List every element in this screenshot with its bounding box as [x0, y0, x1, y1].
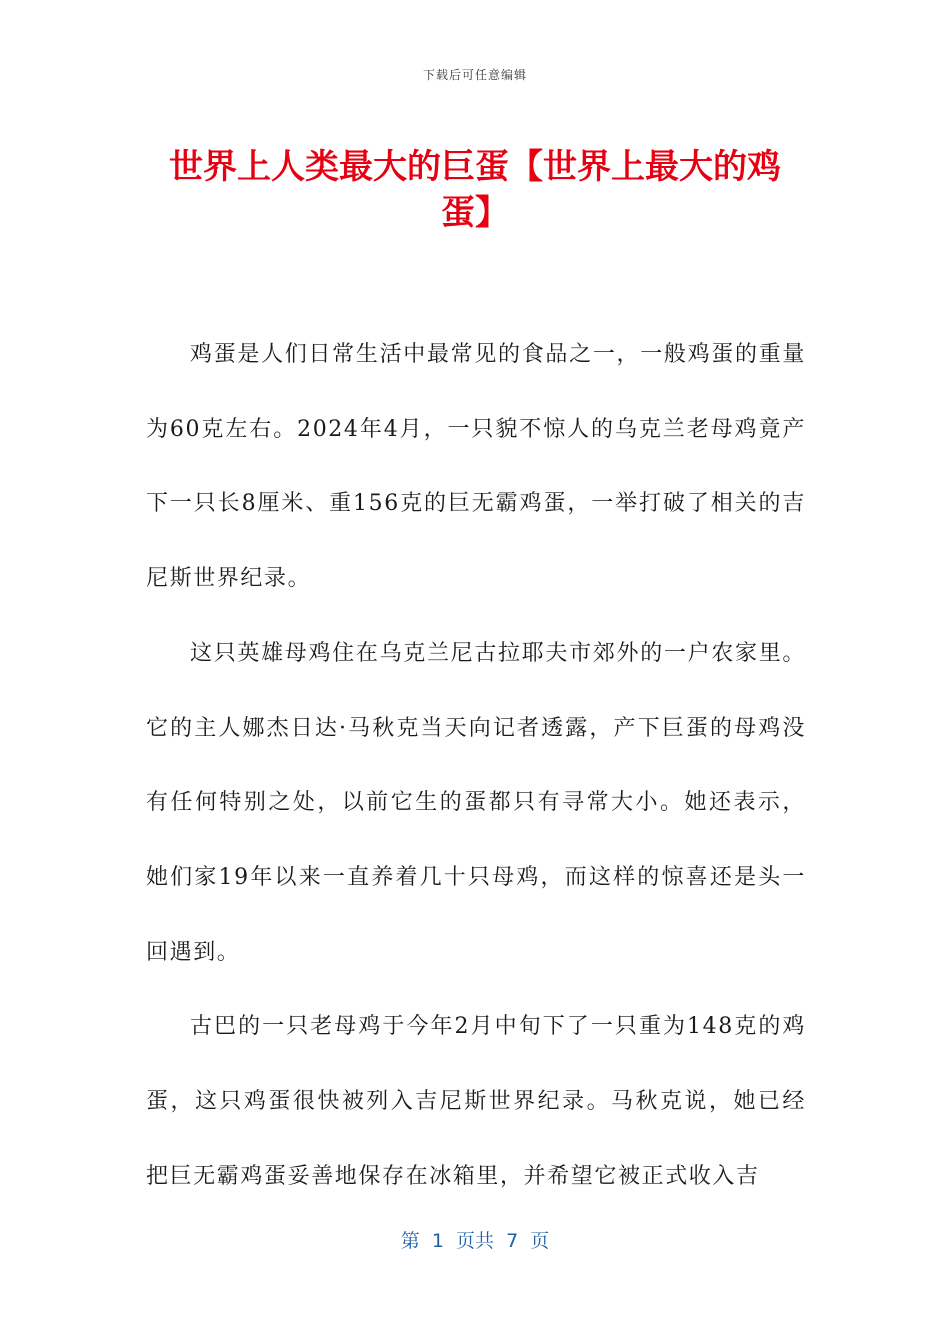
paragraph-2: 这只英雄母鸡住在乌克兰尼古拉耶夫市郊外的一户农家里。它的主人娜杰日达·马秋克当天向记者透露，产下巨蛋的母鸡没有任何特别之处，以前它生的蛋都只有寻常大小。她还表示，她们家19年以来一直养着几十只母鸡，而这样的惊喜还是头一回遇到。 — [146, 640, 806, 965]
document-title: 世界上人类最大的巨蛋【世界上最大的鸡蛋】 — [169, 147, 781, 233]
page-number-footer: 第 1 页共 7 页 — [400, 1230, 550, 1252]
paragraph-3: 古巴的一只老母鸡于今年2月中旬下了一只重为148克的鸡蛋，这只鸡蛋很快被列入吉尼斯世界纪录。马秋克说，她已经把巨无霸鸡蛋妥善地保存在冰箱里，并希望它被正式收入吉 — [146, 1014, 806, 1189]
header-note: 下载后可任意编辑 — [422, 68, 527, 82]
paragraph-1: 鸡蛋是人们日常生活中最常见的食品之一，一般鸡蛋的重量为60克左右。2024年4月，一只貌不惊人的乌克兰老母鸡竟产下一只长8厘米、重156克的巨无霸鸡蛋，一举打破了相关的吉尼斯世界纪录。 — [146, 342, 806, 592]
document-body — [146, 318, 806, 1214]
